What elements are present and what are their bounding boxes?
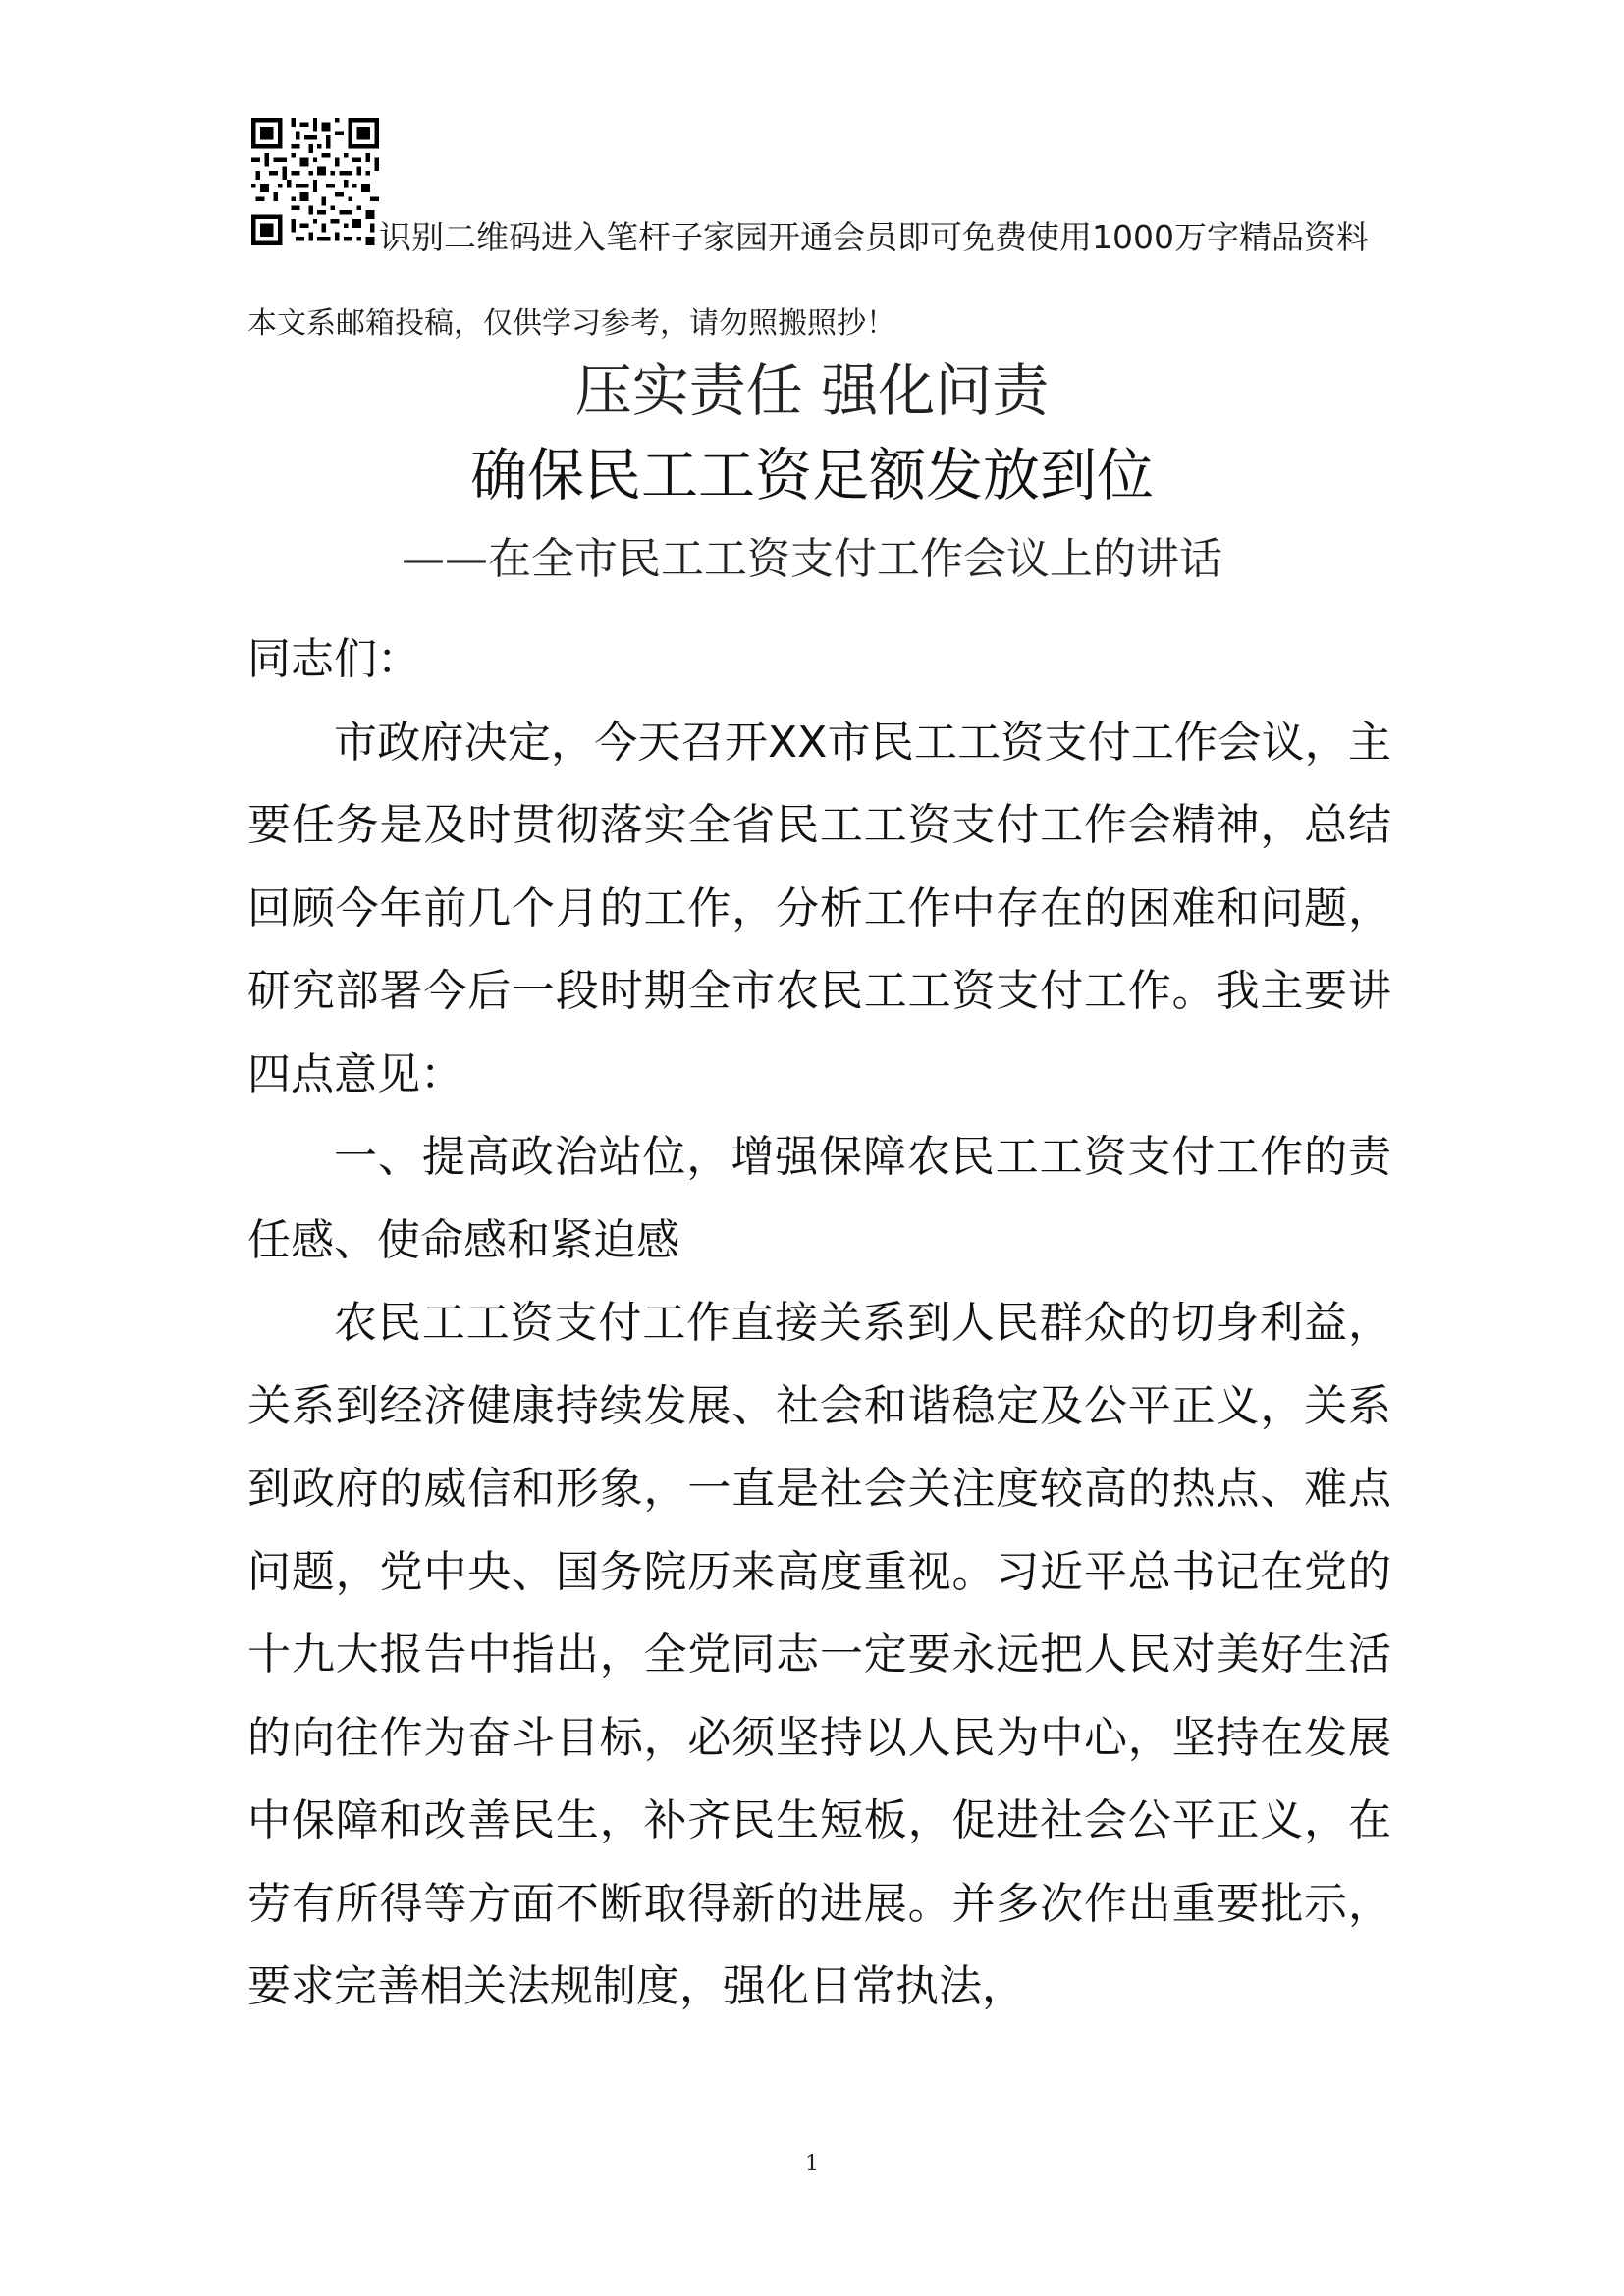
page-number: 1 [805,2152,819,2176]
paragraph: 农民工工资支付工作直接关系到人民群众的切身利益，关系到经济健康持续发展、社会和谐稳定及公平正义，关系到政府的威信和形象，一直是社会关注度较高的热点、难点问题，党中央、国务院历来高度重视。习近平总书记在党的十九大报告中指出，全党同志一定要永远把人民对美好生活的向往作为奋斗目标，必须坚持以人民为中心，坚持在发展中保障和改善民生，补齐民生短板，促进社会公平正义，在劳有所得等方面不断取得新的进展。并多次作出重要批示，要求完善相关法规制度，强化日常执法， [247,1298,1391,2011]
paragraph: 市政府决定，今天召开XX市民工工资支付工作会议，主要任务是及时贯彻落实全省民工工资支付工作会精神，总结回顾今年前几个月的工作，分析工作中存在的困难和问题，研究部署今后一段时期全市农民工工资支付工作。我主要讲四点意见： [247,717,1391,1099]
qr-code-icon [251,118,379,245]
submission-notice: 本文系邮箱投稿，仅供学习参考，请勿照搬照抄！ [247,306,895,341]
subtitle: ——在全市民工工资支付工作会议上的讲话 [402,534,1222,584]
title-line-2: 确保民工工资足额发放到位 [469,442,1154,508]
salutation: 同志们： [247,634,420,684]
section-heading: 一、提高政治站位，增强保障农民工工资支付工作的责任感、使命感和紧迫感 [247,1132,1391,1265]
title-line-1: 压实责任 强化问责 [574,357,1050,424]
speech-body [247,618,1391,2029]
qr-caption: 识别二维码进入笔杆子家园开通会员即可免费使用1000万字精品资料 [379,218,1369,256]
